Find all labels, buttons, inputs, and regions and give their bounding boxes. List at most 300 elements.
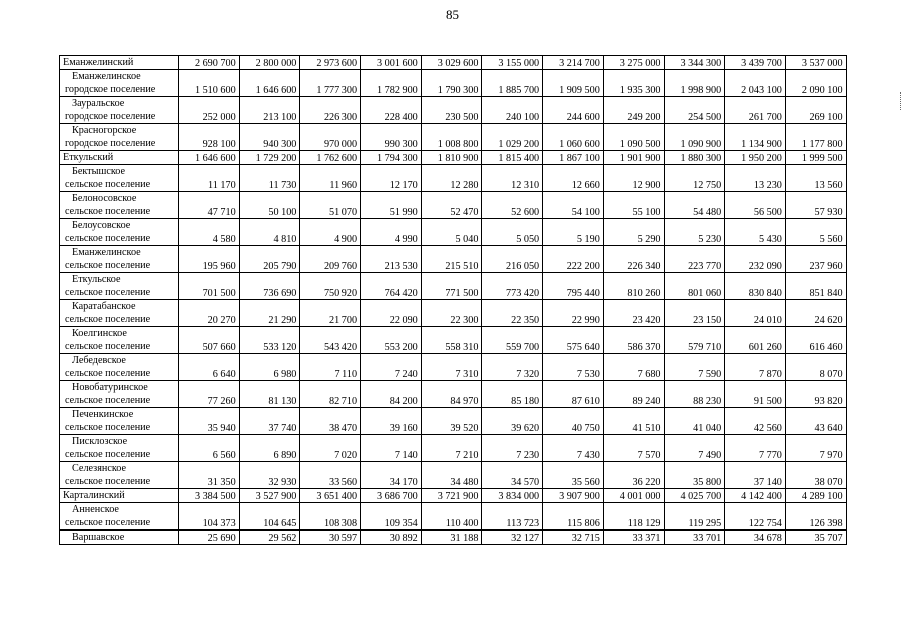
value-cell: 34 480 [421, 462, 482, 489]
value-cell: 7 970 [785, 435, 846, 462]
value-cell: 1 998 900 [664, 70, 725, 97]
value-cell: 37 740 [239, 408, 300, 435]
value-cell: 7 110 [300, 354, 361, 381]
value-cell: 51 070 [300, 192, 361, 219]
value-cell: 1 815 400 [482, 151, 543, 165]
value-cell: 35 940 [179, 408, 240, 435]
value-cell: 1 090 500 [603, 124, 664, 151]
value-cell: 232 090 [725, 246, 786, 273]
value-cell: 8 070 [785, 354, 846, 381]
value-cell: 795 440 [543, 273, 604, 300]
value-cell: 244 600 [543, 97, 604, 124]
district-name-cell [60, 56, 179, 70]
table-row [60, 219, 847, 246]
value-cell: 113 723 [482, 503, 543, 531]
value-cell: 22 990 [543, 300, 604, 327]
value-cell: 52 470 [421, 192, 482, 219]
settlement-name-cell [60, 408, 179, 435]
value-cell: 4 900 [300, 219, 361, 246]
value-cell: 22 350 [482, 300, 543, 327]
value-cell: 1 810 900 [421, 151, 482, 165]
value-cell: 50 100 [239, 192, 300, 219]
value-cell: 108 308 [300, 503, 361, 531]
value-cell: 1 029 200 [482, 124, 543, 151]
name-line: сельское поселение [65, 205, 151, 217]
value-cell: 32 715 [543, 530, 604, 545]
name-line: Варшавское [72, 531, 125, 543]
settlement-name-cell [60, 192, 179, 219]
value-cell: 13 230 [725, 165, 786, 192]
value-cell: 36 220 [603, 462, 664, 489]
table-row [60, 354, 847, 381]
value-cell: 43 640 [785, 408, 846, 435]
value-cell: 213 100 [239, 97, 300, 124]
value-cell: 601 260 [725, 327, 786, 354]
value-cell: 42 560 [725, 408, 786, 435]
value-cell: 579 710 [664, 327, 725, 354]
settlement-name-cell [60, 354, 179, 381]
value-cell: 23 150 [664, 300, 725, 327]
name-line: Коелгинское [72, 328, 127, 339]
settlement-name-cell [60, 219, 179, 246]
value-cell: 29 562 [239, 530, 300, 545]
budget-table [59, 55, 847, 545]
value-cell: 54 480 [664, 192, 725, 219]
value-cell: 85 180 [482, 381, 543, 408]
value-cell: 3 001 600 [361, 56, 422, 70]
value-cell: 11 170 [179, 165, 240, 192]
table-row [60, 300, 847, 327]
value-cell: 4 142 400 [725, 489, 786, 503]
value-cell: 6 640 [179, 354, 240, 381]
district-name-cell [60, 151, 179, 165]
name-line: сельское поселение [65, 367, 151, 379]
value-cell: 3 029 600 [421, 56, 482, 70]
settlement-name-cell [60, 530, 179, 545]
value-cell: 32 127 [482, 530, 543, 545]
value-cell: 230 500 [421, 97, 482, 124]
value-cell: 22 300 [421, 300, 482, 327]
value-cell: 616 460 [785, 327, 846, 354]
settlement-name-cell [60, 70, 179, 97]
value-cell: 6 890 [239, 435, 300, 462]
value-cell: 216 050 [482, 246, 543, 273]
table-row [60, 503, 847, 531]
value-cell: 1 060 600 [543, 124, 604, 151]
value-cell: 928 100 [179, 124, 240, 151]
value-cell: 7 590 [664, 354, 725, 381]
value-cell: 12 900 [603, 165, 664, 192]
value-cell: 990 300 [361, 124, 422, 151]
value-cell: 575 640 [543, 327, 604, 354]
settlement-name-cell [60, 503, 179, 531]
value-cell: 40 750 [543, 408, 604, 435]
table-row [60, 489, 847, 503]
value-cell: 52 600 [482, 192, 543, 219]
value-cell: 1 646 600 [179, 151, 240, 165]
value-cell: 1 177 800 [785, 124, 846, 151]
value-cell: 1 935 300 [603, 70, 664, 97]
value-cell: 33 560 [300, 462, 361, 489]
value-cell: 830 840 [725, 273, 786, 300]
value-cell: 122 754 [725, 503, 786, 531]
value-cell: 222 200 [543, 246, 604, 273]
value-cell: 1 901 900 [603, 151, 664, 165]
value-cell: 38 470 [300, 408, 361, 435]
value-cell: 240 100 [482, 97, 543, 124]
name-line: сельское поселение [65, 313, 151, 325]
value-cell: 5 430 [725, 219, 786, 246]
value-cell: 104 373 [179, 503, 240, 531]
value-cell: 56 500 [725, 192, 786, 219]
name-line: Бектышское [72, 166, 126, 177]
value-cell: 84 200 [361, 381, 422, 408]
value-cell: 3 439 700 [725, 56, 786, 70]
value-cell: 37 140 [725, 462, 786, 489]
name-line: Новобатуринское [72, 382, 148, 393]
name-line: Селезянское [72, 463, 127, 474]
value-cell: 7 320 [482, 354, 543, 381]
value-cell: 109 354 [361, 503, 422, 531]
value-cell: 110 400 [421, 503, 482, 531]
value-cell: 205 790 [239, 246, 300, 273]
name-line: сельское поселение [65, 259, 151, 271]
value-cell: 5 560 [785, 219, 846, 246]
value-cell: 254 500 [664, 97, 725, 124]
value-cell: 31 188 [421, 530, 482, 545]
page-number: 85 [446, 7, 459, 22]
value-cell: 6 980 [239, 354, 300, 381]
value-cell: 87 610 [543, 381, 604, 408]
value-cell: 84 970 [421, 381, 482, 408]
value-cell: 764 420 [361, 273, 422, 300]
table-row [60, 56, 847, 70]
value-cell: 104 645 [239, 503, 300, 531]
value-cell: 119 295 [664, 503, 725, 531]
table-row [60, 151, 847, 165]
value-cell: 2 690 700 [179, 56, 240, 70]
value-cell: 701 500 [179, 273, 240, 300]
value-cell: 82 710 [300, 381, 361, 408]
name-line: Еткульский [63, 151, 114, 163]
name-line: Печенкинское [72, 409, 134, 420]
value-cell: 3 721 900 [421, 489, 482, 503]
value-cell: 24 010 [725, 300, 786, 327]
value-cell: 1 950 200 [725, 151, 786, 165]
value-cell: 57 930 [785, 192, 846, 219]
name-line: сельское поселение [65, 286, 151, 298]
name-line: Еманжелинское [72, 247, 141, 258]
settlement-name-cell [60, 435, 179, 462]
value-cell: 7 770 [725, 435, 786, 462]
settlement-name-cell [60, 246, 179, 273]
value-cell: 3 651 400 [300, 489, 361, 503]
value-cell: 2 043 100 [725, 70, 786, 97]
table-row [60, 435, 847, 462]
margin-mark [900, 92, 903, 110]
value-cell: 20 270 [179, 300, 240, 327]
value-cell: 23 420 [603, 300, 664, 327]
value-cell: 252 000 [179, 97, 240, 124]
value-cell: 559 700 [482, 327, 543, 354]
value-cell: 30 597 [300, 530, 361, 545]
name-line: сельское поселение [65, 516, 151, 528]
name-line: сельское поселение [65, 232, 151, 244]
value-cell: 25 690 [179, 530, 240, 545]
value-cell: 2 973 600 [300, 56, 361, 70]
table-row [60, 70, 847, 97]
value-cell: 118 129 [603, 503, 664, 531]
value-cell: 3 834 000 [482, 489, 543, 503]
table-row [60, 327, 847, 354]
value-cell: 2 800 000 [239, 56, 300, 70]
value-cell: 7 140 [361, 435, 422, 462]
value-cell: 3 527 900 [239, 489, 300, 503]
value-cell: 54 100 [543, 192, 604, 219]
value-cell: 269 100 [785, 97, 846, 124]
name-line: Лебедевское [72, 355, 126, 366]
value-cell: 35 707 [785, 530, 846, 545]
name-line: сельское поселение [65, 421, 151, 433]
value-cell: 41 040 [664, 408, 725, 435]
value-cell: 1 777 300 [300, 70, 361, 97]
value-cell: 34 170 [361, 462, 422, 489]
value-cell: 237 960 [785, 246, 846, 273]
table-row [60, 246, 847, 273]
value-cell: 1 909 500 [543, 70, 604, 97]
value-cell: 1 999 500 [785, 151, 846, 165]
value-cell: 55 100 [603, 192, 664, 219]
value-cell: 2 090 100 [785, 70, 846, 97]
value-cell: 543 420 [300, 327, 361, 354]
settlement-name-cell [60, 165, 179, 192]
value-cell: 1 510 600 [179, 70, 240, 97]
table-row [60, 165, 847, 192]
value-cell: 12 170 [361, 165, 422, 192]
table-row [60, 462, 847, 489]
value-cell: 6 560 [179, 435, 240, 462]
value-cell: 970 000 [300, 124, 361, 151]
name-line: сельское поселение [65, 178, 151, 190]
value-cell: 195 960 [179, 246, 240, 273]
value-cell: 3 155 000 [482, 56, 543, 70]
value-cell: 1 790 300 [421, 70, 482, 97]
value-cell: 586 370 [603, 327, 664, 354]
value-cell: 115 806 [543, 503, 604, 531]
name-line: городское поселение [65, 110, 156, 122]
name-line: сельское поселение [65, 475, 151, 487]
value-cell: 213 530 [361, 246, 422, 273]
name-line: Писклозское [72, 436, 128, 447]
value-cell: 1 008 800 [421, 124, 482, 151]
value-cell: 12 750 [664, 165, 725, 192]
value-cell: 1 885 700 [482, 70, 543, 97]
value-cell: 228 400 [361, 97, 422, 124]
settlement-name-cell [60, 124, 179, 151]
value-cell: 93 820 [785, 381, 846, 408]
name-line: Анненское [72, 504, 119, 515]
value-cell: 3 907 900 [543, 489, 604, 503]
value-cell: 226 340 [603, 246, 664, 273]
value-cell: 1 646 600 [239, 70, 300, 97]
settlement-name-cell [60, 97, 179, 124]
name-line: Карталинский [63, 489, 125, 501]
value-cell: 34 570 [482, 462, 543, 489]
value-cell: 7 680 [603, 354, 664, 381]
value-cell: 13 560 [785, 165, 846, 192]
value-cell: 33 701 [664, 530, 725, 545]
value-cell: 5 040 [421, 219, 482, 246]
value-cell: 4 990 [361, 219, 422, 246]
table-row [60, 192, 847, 219]
value-cell: 558 310 [421, 327, 482, 354]
value-cell: 21 290 [239, 300, 300, 327]
value-cell: 7 430 [543, 435, 604, 462]
name-line: Еманжелинский [63, 56, 134, 68]
value-cell: 215 510 [421, 246, 482, 273]
value-cell: 21 700 [300, 300, 361, 327]
value-cell: 5 230 [664, 219, 725, 246]
name-line: Белоносовское [72, 193, 137, 204]
table-body [60, 56, 847, 545]
value-cell: 209 760 [300, 246, 361, 273]
value-cell: 851 840 [785, 273, 846, 300]
value-cell: 7 530 [543, 354, 604, 381]
name-line: Зауральское [72, 98, 125, 109]
value-cell: 771 500 [421, 273, 482, 300]
value-cell: 7 310 [421, 354, 482, 381]
value-cell: 7 210 [421, 435, 482, 462]
value-cell: 35 800 [664, 462, 725, 489]
value-cell: 533 120 [239, 327, 300, 354]
value-cell: 3 686 700 [361, 489, 422, 503]
value-cell: 5 290 [603, 219, 664, 246]
value-cell: 12 280 [421, 165, 482, 192]
name-line: Каратабанское [72, 301, 136, 312]
settlement-name-cell [60, 462, 179, 489]
value-cell: 51 990 [361, 192, 422, 219]
district-name-cell [60, 489, 179, 503]
value-cell: 810 260 [603, 273, 664, 300]
value-cell: 30 892 [361, 530, 422, 545]
value-cell: 507 660 [179, 327, 240, 354]
table-row [60, 408, 847, 435]
table-row [60, 381, 847, 408]
name-line: Еманжелинское [72, 71, 141, 82]
table-row [60, 273, 847, 300]
value-cell: 7 490 [664, 435, 725, 462]
value-cell: 24 620 [785, 300, 846, 327]
name-line: Красногорское [72, 125, 137, 136]
value-cell: 1 880 300 [664, 151, 725, 165]
value-cell: 38 070 [785, 462, 846, 489]
name-line: сельское поселение [65, 448, 151, 460]
value-cell: 91 500 [725, 381, 786, 408]
value-cell: 1 794 300 [361, 151, 422, 165]
value-cell: 33 371 [603, 530, 664, 545]
value-cell: 35 560 [543, 462, 604, 489]
value-cell: 7 570 [603, 435, 664, 462]
name-line: сельское поселение [65, 394, 151, 406]
value-cell: 4 001 000 [603, 489, 664, 503]
value-cell: 750 920 [300, 273, 361, 300]
value-cell: 1 090 900 [664, 124, 725, 151]
value-cell: 47 710 [179, 192, 240, 219]
value-cell: 34 678 [725, 530, 786, 545]
value-cell: 39 160 [361, 408, 422, 435]
name-line: городское поселение [65, 83, 156, 95]
value-cell: 3 344 300 [664, 56, 725, 70]
value-cell: 81 130 [239, 381, 300, 408]
value-cell: 12 660 [543, 165, 604, 192]
name-line: Еткульское [72, 274, 121, 285]
value-cell: 7 020 [300, 435, 361, 462]
value-cell: 736 690 [239, 273, 300, 300]
name-line: сельское поселение [65, 340, 151, 352]
value-cell: 4 025 700 [664, 489, 725, 503]
table-row [60, 124, 847, 151]
value-cell: 41 510 [603, 408, 664, 435]
value-cell: 31 350 [179, 462, 240, 489]
value-cell: 39 520 [421, 408, 482, 435]
value-cell: 4 810 [239, 219, 300, 246]
settlement-name-cell [60, 300, 179, 327]
value-cell: 32 930 [239, 462, 300, 489]
name-line: Белоусовское [72, 220, 131, 231]
value-cell: 1 729 200 [239, 151, 300, 165]
value-cell: 3 384 500 [179, 489, 240, 503]
value-cell: 773 420 [482, 273, 543, 300]
value-cell: 4 289 100 [785, 489, 846, 503]
value-cell: 4 580 [179, 219, 240, 246]
settlement-name-cell [60, 327, 179, 354]
value-cell: 249 200 [603, 97, 664, 124]
value-cell: 7 870 [725, 354, 786, 381]
value-cell: 89 240 [603, 381, 664, 408]
value-cell: 11 960 [300, 165, 361, 192]
table-row [60, 97, 847, 124]
value-cell: 3 537 000 [785, 56, 846, 70]
value-cell: 3 275 000 [603, 56, 664, 70]
value-cell: 801 060 [664, 273, 725, 300]
name-line: городское поселение [65, 137, 156, 149]
table-row [60, 530, 847, 545]
value-cell: 553 200 [361, 327, 422, 354]
value-cell: 1 782 900 [361, 70, 422, 97]
value-cell: 261 700 [725, 97, 786, 124]
value-cell: 7 240 [361, 354, 422, 381]
value-cell: 39 620 [482, 408, 543, 435]
value-cell: 12 310 [482, 165, 543, 192]
value-cell: 1 867 100 [543, 151, 604, 165]
value-cell: 223 770 [664, 246, 725, 273]
value-cell: 226 300 [300, 97, 361, 124]
value-cell: 940 300 [239, 124, 300, 151]
settlement-name-cell [60, 273, 179, 300]
value-cell: 77 260 [179, 381, 240, 408]
value-cell: 7 230 [482, 435, 543, 462]
value-cell: 3 214 700 [543, 56, 604, 70]
value-cell: 22 090 [361, 300, 422, 327]
settlement-name-cell [60, 381, 179, 408]
value-cell: 5 190 [543, 219, 604, 246]
value-cell: 126 398 [785, 503, 846, 531]
value-cell: 1 134 900 [725, 124, 786, 151]
value-cell: 5 050 [482, 219, 543, 246]
value-cell: 88 230 [664, 381, 725, 408]
value-cell: 1 762 600 [300, 151, 361, 165]
value-cell: 11 730 [239, 165, 300, 192]
